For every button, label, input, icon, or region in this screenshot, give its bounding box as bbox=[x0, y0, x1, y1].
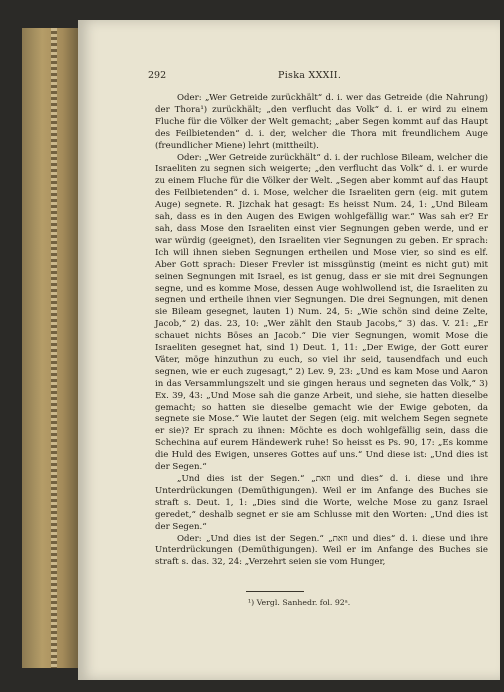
page-number: 292 bbox=[148, 70, 167, 81]
paragraph: Oder: „Und dies ist der Segen.“ „וזאת und dies“ d. i. diese und ihre Unterdrückungen (Demüthigungen). Weil er im Anfange des Buches sie straft s. das. 32, 24: „Verzehrt seien sie vom Hunger, bbox=[155, 533, 488, 568]
binding-stitching bbox=[51, 28, 57, 668]
book-binding bbox=[22, 28, 80, 668]
footnote: ¹) Vergl. Sanhedr. fol. 92ᵃ. bbox=[248, 598, 351, 607]
body-text bbox=[155, 93, 488, 569]
running-head bbox=[148, 70, 448, 84]
footnote-rule bbox=[246, 591, 304, 592]
paragraph: Oder: „Wer Getreide zurückhält“ d. i. wer das Getreide (die Nahrung) der Thora¹) zurückhält; „den verflucht das Volk“ d. i. er wird zu einem Fluche für die Völker der Welt gemacht; „aber Segen kommt auf das Haupt des Feilbietenden“ d. i. der, welcher die Thora mit freundlichem Auge (freundlicher Miene) lehrt (mittheilt). bbox=[155, 93, 488, 151]
running-head-title: Piska XXXII. bbox=[278, 70, 342, 81]
paragraph: Oder: „Wer Getreide zurückhält“ d. i. der ruchlose Bileam, welcher die Israeliten zu segnen sich weigerte; „den verflucht das Volk“ d. i. er wurde zu einem Fluche für die Völker der Welt. „Segen aber kommt auf das Haupt des Feilbietenden“ d. i. Mose, welcher die Israeliten gern (eig. mit gutem Auge) segnete. R. Jizchak hat gesagt: Es heisst Num. 24, 1: „Und Bileam sah, dass es in den Augen des Ewigen wohlgefällig war.“ Was sah er? Er sah, dass Mose den Israeliten einst vier Segnungen geben werde, und er war würdig (geeignet), den Israeliten vier Segnungen zu geben. Er sprach: Ich will ihnen sieben Segnungen ertheilen und Mose vier, so sind es elf. Aber Gott sprach: Dieser Frevler ist missgünstig (meint es nicht gut) mit seinen Segnungen mit Israel, es ist genug, dass er sie mit drei Segnungen segne, und es komme Mose, dessen Auge wohlwollend ist, die Israeliten zu segnen und ertheile ihnen vier Segnungen. Die drei Segnungen, mit denen sie Bileam gesegnet, lauten 1) Num. 24, 5: „Wie schön sind deine Zelte, Jacob,“ 2) das. 23, 10: „Wer zählt den Staub Jacobs,“ 3) das. V. 21: „Er schauet nichts Böses an Jacob.“ Die vier Segnungen, womit Mose die Israeliten gesegnet hat, sind 1) Deut. 1, 11: „Der Ewige, der Gott eurer Väter, möge hinzuthun zu euch, so viel ihr seid, tausendfach und euch segnen, wie er euch zugesagt,“ 2) Lev. 9, 23: „Und es kam Mose und Aaron in das Versammlungszelt und sie gingen heraus und segneten das Volk,“ 3) Ex. 39, 43: „Und Mose sah die ganze Arbeit, und siehe, sie hatten dieselbe gemacht; so hatten sie dieselbe gemacht wie der Ewige geboten, da segnete sie Mose.“ Wie lautet der Segen (eig. mit welchem Segen segnete er sie)? Er sprach zu ihnen: Möchte es doch wohlgefällig sein, dass die Schechina auf eurem Händewerk ruhe! So heisst es Ps. 90, 17: „Es komme die Huld des Ewigen, unseres Gottes auf uns.“ Und diese ist: „Und dies ist der Segen.“ bbox=[155, 152, 488, 473]
book-page bbox=[78, 20, 500, 680]
paragraph: „Und dies ist der Segen.“ „וזאת und dies“ d. i. diese und ihre Unterdrückungen (Demüthigungen). Weil er im Anfange des Buches sie straft s. Deut. 1, 1: „Dies sind die Worte, welche Mose zu ganz Israel geredet,“ deshalb segnet er sie am Schlusse mit den Worten: „Und dies ist der Segen.“ bbox=[155, 474, 488, 532]
